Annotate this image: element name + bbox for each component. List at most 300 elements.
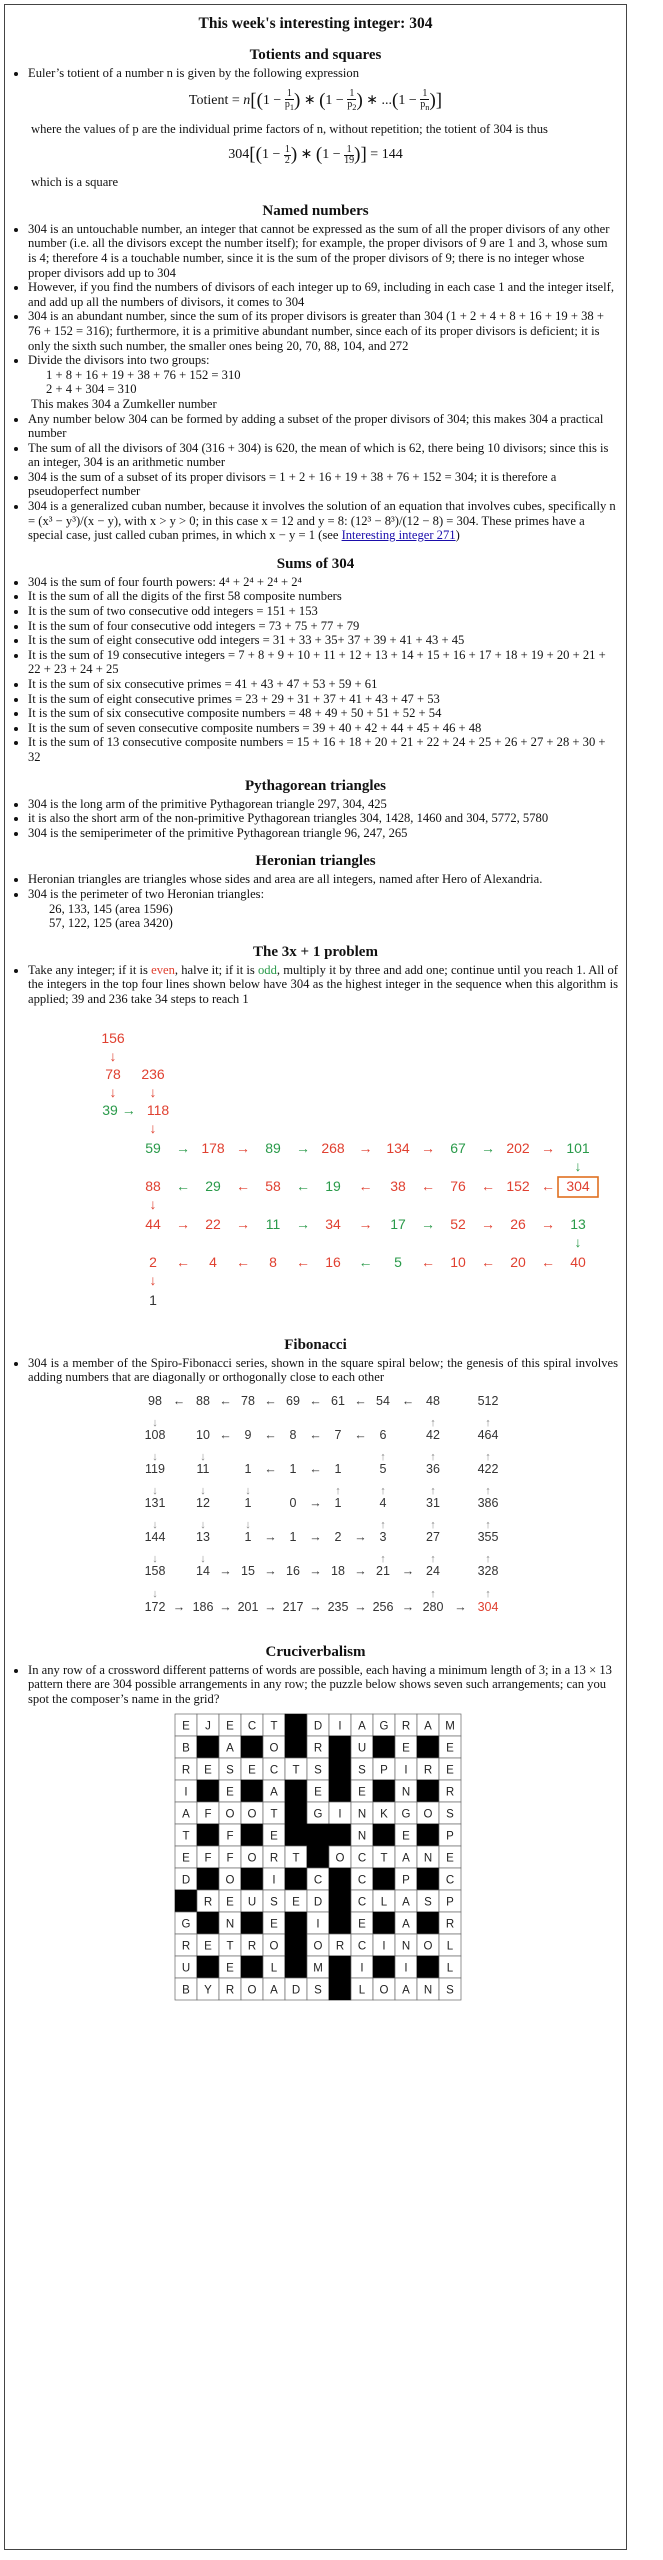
- grid-letter: E: [270, 1918, 278, 1931]
- spiral-arrow: →: [264, 1599, 277, 1614]
- spiral-arrow: ←: [309, 1461, 322, 1476]
- sums-item: • It is the sum of all the digits of the first 58 composite numbers: [28, 589, 618, 604]
- grid-letter: O: [313, 1940, 323, 1953]
- named-item: • Divide the divisors into two groups:: [28, 353, 618, 368]
- grid-letter: E: [402, 1742, 410, 1755]
- spiral-arrow: ↑: [485, 1484, 491, 1497]
- grid-letter: E: [226, 1786, 234, 1799]
- collatz-number: 134: [386, 1139, 410, 1156]
- collatz-number: 59: [145, 1139, 161, 1156]
- spiral-arrow: ↑: [485, 1416, 491, 1429]
- formula-n: n: [243, 92, 251, 108]
- sums-item: • It is the sum of six consecutive primes = 41 + 43 + 47 + 53 + 59 + 61: [28, 677, 618, 692]
- black-square: [285, 1934, 307, 1956]
- collatz-diagram: [13, 1013, 618, 1331]
- spiral-number: 24: [426, 1563, 440, 1578]
- spiral-number: 144: [144, 1529, 166, 1544]
- black-square: [373, 1780, 395, 1802]
- spiral-arrow: →: [264, 1563, 277, 1578]
- grid-letter: E: [204, 1764, 212, 1777]
- black-square: [197, 1956, 219, 1978]
- grid-letter: R: [181, 1940, 191, 1953]
- spiral-arrow: ↓: [245, 1484, 251, 1497]
- collatz-number: 304: [566, 1177, 590, 1194]
- collatz-number: 1: [149, 1291, 157, 1308]
- sums-item: • It is the sum of eight consecutive primes = 23 + 29 + 31 + 37 + 41 + 43 + 47 + 53: [28, 692, 618, 707]
- sums-item: • It is the sum of 19 consecutive integers = 7 + 8 + 9 + 10 + 11 + 12 + 13 + 14 + 15 + 16 + 17 + 18 + 19 + 20 + 21 + 22 + 23 + 24 + 25: [28, 648, 618, 677]
- grid-letter: C: [357, 1852, 367, 1865]
- collatz-number: 152: [506, 1177, 530, 1194]
- black-square: [329, 1780, 351, 1802]
- grid-letter: T: [292, 1852, 300, 1865]
- totient-formula: Totient = n[(1 − $\frac{1}{p_1}$ ) ∗ (1 − $\frac{1}{p_2}$ ) ∗ ...(1 − $\frac{1}{p_n}$ )]: [188, 87, 443, 112]
- cuban-end: ): [455, 528, 460, 543]
- arrow-left: ←: [176, 1177, 190, 1194]
- spiral-arrow: →: [309, 1529, 322, 1544]
- grid-letter: I: [184, 1786, 188, 1799]
- spiral-arrow: ↓: [200, 1518, 206, 1531]
- spiral-arrow: ←: [264, 1461, 277, 1476]
- spiral-number: 1: [289, 1529, 297, 1544]
- grid-letter: L: [358, 1984, 366, 1997]
- spiral-number: 42: [426, 1427, 440, 1442]
- spiral-number: 12: [196, 1495, 210, 1510]
- collatz-number: 13: [570, 1215, 586, 1232]
- spiral-number: 422: [477, 1461, 499, 1476]
- spiral-arrow: ↓: [152, 1518, 158, 1531]
- fib-list: [13, 1356, 618, 1385]
- spiral-number: 131: [144, 1495, 166, 1510]
- grid-letter: D: [313, 1720, 323, 1733]
- black-square: [285, 1780, 307, 1802]
- grid-letter: S: [226, 1764, 234, 1777]
- totients-heading: Totients and squares: [249, 47, 382, 63]
- named-item: • However, if you find the numbers of divisors of each integer up to 69, including in each case 1 and the integer itself, and add up all the numbers of divisors, it comes to 304: [28, 280, 618, 309]
- collatz-number: 19: [325, 1177, 341, 1194]
- spiral-number: 217: [282, 1599, 304, 1614]
- spiral-arrow: ←: [219, 1427, 232, 1442]
- collatz-number: 38: [390, 1177, 406, 1194]
- grid-letter: S: [314, 1984, 322, 1997]
- collatz-number: 17: [390, 1215, 406, 1232]
- named-list-2: [13, 412, 618, 543]
- grid-letter: R: [225, 1984, 235, 1997]
- collatz-t3: , multiply it by three and add one; continue until you reach 1. All of the integers in the top four lines shown below have 304 as the highest integer in the sequence when this algorithm is applied; 39 and 236 take 34 steps to reach 1: [28, 962, 618, 1006]
- heron-triangles: [13, 902, 618, 931]
- content: [5, 5, 626, 2004]
- grid-letter: N: [401, 1940, 411, 1953]
- odd-word: odd: [257, 962, 277, 977]
- spiral-number: 280: [422, 1599, 444, 1614]
- collatz-number: 5: [394, 1253, 402, 1270]
- grid-letter: F: [226, 1830, 234, 1843]
- pyth-heading: Pythagorean triangles: [245, 777, 386, 794]
- spiral-number: 8: [289, 1427, 297, 1442]
- spiral-number: 1: [244, 1529, 252, 1544]
- black-square: [417, 1912, 439, 1934]
- calc-rhs: = 144: [370, 147, 403, 163]
- grid-letter: A: [424, 1720, 432, 1733]
- black-square: [329, 1912, 351, 1934]
- spiral-number: 1: [244, 1461, 252, 1476]
- arrow-right: →: [296, 1139, 310, 1156]
- totients-intro: • Euler’s totient of a number n is given by the following expression: [28, 66, 618, 81]
- grid-letter: C: [357, 1874, 367, 1887]
- grid-letter: E: [402, 1830, 410, 1843]
- collatz-number: 58: [265, 1177, 281, 1194]
- grid-letter: I: [382, 1940, 386, 1953]
- grid-letter: E: [204, 1940, 212, 1953]
- grid-letter: N: [423, 1984, 433, 1997]
- grid-letter: A: [402, 1918, 410, 1931]
- black-square: [241, 1956, 263, 1978]
- grid-letter: O: [225, 1808, 235, 1821]
- grid-letter: C: [357, 1940, 367, 1953]
- collatz-heading: The 3x + 1 problem: [253, 943, 378, 960]
- grid-letter: T: [226, 1940, 234, 1953]
- black-square: [241, 1780, 263, 1802]
- grid-letter: I: [338, 1720, 342, 1733]
- grid-letter: F: [226, 1852, 234, 1865]
- page-frame: [4, 4, 627, 2550]
- spiral-number: 15: [241, 1563, 255, 1578]
- spiral-arrow: →: [354, 1599, 367, 1614]
- collatz-number: 268: [321, 1139, 345, 1156]
- grid-letter: L: [446, 1940, 454, 1953]
- grid-letter: E: [248, 1764, 256, 1777]
- heron-list: [13, 872, 618, 901]
- spiral-arrow: ↑: [430, 1416, 436, 1429]
- spiral-number: 78: [241, 1393, 255, 1408]
- grid-letter: I: [404, 1764, 408, 1777]
- grid-letter: D: [313, 1896, 323, 1909]
- spiral-arrow: →: [264, 1529, 277, 1544]
- black-square: [373, 1912, 395, 1934]
- black-square: [373, 1956, 395, 1978]
- spiral-arrow: ↑: [430, 1450, 436, 1463]
- grid-letter: S: [314, 1764, 322, 1777]
- grid-letter: P: [402, 1874, 410, 1887]
- black-square: [241, 1824, 263, 1846]
- arrow-down: ↓: [149, 1119, 157, 1136]
- grid-letter: C: [269, 1764, 279, 1777]
- collatz-number: 2: [149, 1253, 157, 1270]
- grid-letter: U: [247, 1896, 257, 1909]
- black-square: [417, 1956, 439, 1978]
- grid-letter: E: [226, 1720, 234, 1733]
- arrow-down: ↓: [149, 1195, 157, 1212]
- spiral-arrow: ↑: [380, 1552, 386, 1565]
- spiral-arrow: ←: [401, 1393, 415, 1408]
- black-square: [285, 1868, 307, 1890]
- spiral-arrow: ↓: [152, 1484, 158, 1497]
- grid-letter: E: [314, 1786, 322, 1799]
- black-square: [241, 1736, 263, 1758]
- arrow-left: ←: [481, 1253, 495, 1270]
- arrow-right: →: [358, 1139, 373, 1156]
- arrow-down: ↓: [109, 1047, 117, 1064]
- grid-letter: E: [182, 1720, 190, 1733]
- collatz-number: 52: [450, 1215, 466, 1232]
- grid-letter: E: [270, 1830, 278, 1843]
- spiral-arrow: →: [401, 1599, 415, 1614]
- black-square: [329, 1890, 351, 1912]
- arrow-down: ↓: [574, 1233, 582, 1250]
- black-square: [329, 1978, 351, 2000]
- arrow-right: →: [176, 1215, 190, 1232]
- grid-letter: R: [445, 1918, 455, 1931]
- spiral-number: 13: [196, 1529, 210, 1544]
- sums-heading: Sums of 304: [276, 555, 355, 572]
- collatz-number: 34: [325, 1215, 341, 1232]
- spiral-arrow: ↓: [200, 1450, 206, 1463]
- grid-letter: S: [358, 1764, 366, 1777]
- formula-label: Totient =: [188, 92, 244, 108]
- spiral-arrow: ↑: [380, 1518, 386, 1531]
- grid-letter: E: [182, 1852, 190, 1865]
- black-square: [241, 1868, 263, 1890]
- spiral-number: 5: [379, 1461, 387, 1476]
- crossword-grid: [13, 1712, 618, 2004]
- grid-letter: R: [423, 1764, 433, 1777]
- totient-calc: 304[(1 − $\frac{1}{2}$ ) ∗ (1 − $\frac{1}{19}$ )] = 144: [228, 143, 403, 166]
- spiral-arrow: ↑: [380, 1484, 386, 1497]
- arrow-right: →: [236, 1139, 250, 1156]
- arrow-left: ←: [236, 1253, 250, 1270]
- spiral-number: 4: [379, 1495, 387, 1510]
- collatz-number: 156: [101, 1029, 125, 1046]
- arrow-right: →: [541, 1215, 555, 1232]
- named-item: • The sum of all the divisors of 304 (316 + 304) is 620, the mean of which is 62, there being 10 divisors; since this is an integer, 304 is an arithmetic number: [28, 441, 618, 470]
- collatz-text: [28, 963, 618, 1007]
- black-square: [285, 1736, 307, 1758]
- spiral-arrow: ←: [172, 1393, 186, 1408]
- grid-letter: N: [357, 1830, 367, 1843]
- spiral-number: 158: [144, 1563, 166, 1578]
- arrow-left: ←: [541, 1177, 555, 1194]
- spiral-arrow: ←: [309, 1427, 322, 1442]
- collatz-number: 178: [201, 1139, 225, 1156]
- black-square: [373, 1868, 395, 1890]
- black-square: [417, 1736, 439, 1758]
- pyth-item: • 304 is the semiperimeter of the primitive Pythagorean triangle 96, 247, 265: [28, 826, 618, 841]
- named-item: • 304 is an abundant number, since the sum of its proper divisors is greater than 304 (1 + 2 + 4 + 8 + 16 + 19 + 38 + 76 + 152 = 316); furthermore, it is a primitive abundant number, since each of its proper divisors is deficient; it is only the sixth such number, the smaller ones being 20, 70, 88, 104, and 272: [28, 309, 618, 353]
- fib-text: • 304 is a member of the Spiro-Fibonacci series, shown in the square spiral below; the genesis of this spiral involves adding numbers that are diagonally or orthogonally close to each other: [28, 1356, 618, 1385]
- grid-letter: T: [270, 1720, 278, 1733]
- spiral-arrow: →: [309, 1563, 322, 1578]
- grid-letter: K: [380, 1808, 388, 1821]
- grid-letter: I: [338, 1808, 342, 1821]
- spiral-number: 256: [372, 1599, 394, 1614]
- grid-letter: R: [203, 1896, 213, 1909]
- collatz-number: 16: [325, 1253, 341, 1270]
- spiral-arrow: →: [309, 1599, 322, 1614]
- arrow-down: ↓: [149, 1083, 157, 1100]
- grid-letter: G: [401, 1808, 411, 1821]
- black-square: [307, 1846, 329, 1868]
- grid-letter: E: [446, 1742, 454, 1755]
- sums-item: • 304 is the sum of four fourth powers: 4⁴ + 2⁴ + 2⁴ + 2⁴: [28, 575, 618, 590]
- grid-letter: R: [313, 1742, 323, 1755]
- grid-letter: J: [205, 1720, 211, 1733]
- grid-letter: S: [446, 1808, 454, 1821]
- grid-letter: E: [358, 1918, 366, 1931]
- grid-letter: O: [269, 1940, 279, 1953]
- grid-letter: M: [313, 1962, 323, 1975]
- grid-letter: T: [380, 1852, 388, 1865]
- grid-letter: T: [182, 1830, 190, 1843]
- grid-letter: A: [402, 1896, 410, 1909]
- pyth-item: • 304 is the long arm of the primitive Pythagorean triangle 297, 304, 425: [28, 797, 618, 812]
- calc-lhs: 304: [228, 147, 250, 163]
- pyth-item: • it is also the short arm of the non-primitive Pythagorean triangles 304, 1428, 1460 and 304, 5772, 5780: [28, 811, 618, 826]
- spiral-arrow: ←: [354, 1393, 367, 1408]
- arrow-right: →: [481, 1139, 495, 1156]
- totients-after: where the values of p are the individual prime factors of n, without repetition; the totient of 304 is thus: [31, 121, 548, 136]
- heron-heading: Heronian triangles: [255, 853, 376, 870]
- spiral-arrow: ↓: [152, 1587, 158, 1600]
- grid-letter: O: [247, 1984, 257, 1997]
- grid-letter: O: [247, 1852, 257, 1865]
- grid-letter: U: [181, 1962, 191, 1975]
- totients-list: [13, 66, 618, 81]
- grid-letter: N: [401, 1786, 411, 1799]
- collatz-number: 101: [566, 1139, 590, 1156]
- divisor-groups: [13, 368, 618, 397]
- spiral-number: 7: [334, 1427, 342, 1442]
- grid-letter: C: [445, 1874, 455, 1887]
- grid-letter: P: [446, 1896, 454, 1909]
- spiral-arrow: ↑: [485, 1587, 491, 1600]
- black-square: [329, 1736, 351, 1758]
- grid-letter: B: [182, 1742, 190, 1755]
- black-square: [417, 1780, 439, 1802]
- spiral-number: 464: [477, 1427, 499, 1442]
- arrow-down: ↓: [574, 1157, 582, 1174]
- grid-letter: I: [360, 1962, 364, 1975]
- grid-letter: A: [182, 1808, 190, 1821]
- arrow-left: ←: [176, 1253, 190, 1270]
- collatz-number: 76: [450, 1177, 466, 1194]
- spiral-number: 14: [196, 1563, 210, 1578]
- black-square: [241, 1912, 263, 1934]
- spiral-arrow: ↓: [152, 1450, 158, 1463]
- spiral-arrow: ↑: [430, 1587, 436, 1600]
- black-square: [373, 1824, 395, 1846]
- grid-letter: P: [446, 1830, 454, 1843]
- collatz-number: 44: [145, 1215, 161, 1232]
- totients-square: which is a square: [31, 175, 119, 190]
- grid-letter: D: [291, 1984, 301, 1997]
- heron-tri-2: 57, 122, 125 (area 3420): [49, 916, 173, 931]
- grid-letter: L: [380, 1896, 388, 1909]
- collatz-number: 20: [510, 1253, 526, 1270]
- collatz-number: 4: [209, 1253, 217, 1270]
- grid-letter: E: [446, 1764, 454, 1777]
- grid-letter: A: [226, 1742, 234, 1755]
- grid-letter: T: [292, 1764, 300, 1777]
- grid-letter: L: [270, 1962, 278, 1975]
- grid-letter: S: [446, 1984, 454, 1997]
- spiro-fibonacci-spiral: [13, 1391, 618, 1631]
- black-square: [197, 1824, 219, 1846]
- arrow-left: ←: [358, 1177, 373, 1194]
- arrow-left: ←: [481, 1177, 495, 1194]
- arrow-left: ←: [541, 1253, 555, 1270]
- grid-letter: R: [401, 1720, 411, 1733]
- spiral-number: 386: [477, 1495, 499, 1510]
- spiral-number: 1: [289, 1461, 297, 1476]
- grid-letter: N: [225, 1918, 235, 1931]
- spiral-number: 512: [477, 1393, 499, 1408]
- spiral-arrow: ←: [354, 1427, 367, 1442]
- black-square: [197, 1780, 219, 1802]
- grid-letter: O: [423, 1808, 433, 1821]
- page-title: This week's interesting integer: 304: [198, 15, 433, 32]
- grid-letter: C: [247, 1720, 257, 1733]
- grid-letter: E: [292, 1896, 300, 1909]
- grid-letter: A: [402, 1984, 410, 1997]
- collatz-number: 22: [205, 1215, 221, 1232]
- grid-letter: E: [226, 1896, 234, 1909]
- interesting-integer-271-link[interactable]: Interesting integer 271: [341, 528, 456, 543]
- spiral-number: 108: [144, 1427, 166, 1442]
- arrow-right: →: [358, 1215, 373, 1232]
- spiral-arrow: ↓: [245, 1518, 251, 1531]
- spiral-number: 1: [334, 1495, 342, 1510]
- grid-letter: L: [446, 1962, 454, 1975]
- spiral-arrow: ↑: [485, 1552, 491, 1565]
- cross-heading: Cruciverbalism: [265, 1643, 366, 1660]
- spiral-arrow: ←: [264, 1427, 277, 1442]
- arrow-left: ←: [421, 1177, 435, 1194]
- black-square: [285, 1802, 307, 1824]
- grid-letter: C: [357, 1896, 367, 1909]
- grid-letter: O: [335, 1852, 345, 1865]
- black-square: [417, 1868, 439, 1890]
- group-1: 1 + 8 + 16 + 19 + 38 + 76 + 152 = 310: [46, 367, 241, 382]
- grid-letter: S: [270, 1896, 278, 1909]
- even-word: even: [151, 962, 175, 977]
- grid-letter: O: [269, 1742, 279, 1755]
- grid-letter: R: [181, 1764, 191, 1777]
- grid-letter: T: [270, 1808, 278, 1821]
- arrow-right: →: [481, 1215, 495, 1232]
- zumkeller-text: This makes 304 a Zumkeller number: [31, 396, 217, 411]
- named-heading: Named numbers: [262, 202, 369, 219]
- spiral-number: 328: [477, 1563, 499, 1578]
- grid-letter: A: [402, 1852, 410, 1865]
- spiral-number: 31: [426, 1495, 440, 1510]
- named-item-cuban: [28, 499, 618, 543]
- grid-letter: S: [424, 1896, 432, 1909]
- spiral-arrow: ↑: [335, 1484, 341, 1497]
- pyth-list: [13, 797, 618, 841]
- grid-letter: G: [313, 1808, 323, 1821]
- grid-letter: Y: [204, 1984, 212, 1997]
- sums-item: • It is the sum of six consecutive composite numbers = 48 + 49 + 50 + 51 + 52 + 54: [28, 706, 618, 721]
- grid-letter: O: [423, 1940, 433, 1953]
- spiral-arrow: →: [454, 1599, 467, 1614]
- spiral-number: 235: [327, 1599, 349, 1614]
- spiral-number: 18: [331, 1563, 345, 1578]
- black-square: [417, 1824, 439, 1846]
- heron-item: • 304 is the perimeter of two Heronian triangles:: [28, 887, 618, 902]
- spiral-number: 98: [148, 1393, 162, 1408]
- spiral-number: 201: [237, 1599, 259, 1614]
- spiral-arrow: ←: [309, 1393, 322, 1408]
- spiral-arrow: ↑: [380, 1450, 386, 1463]
